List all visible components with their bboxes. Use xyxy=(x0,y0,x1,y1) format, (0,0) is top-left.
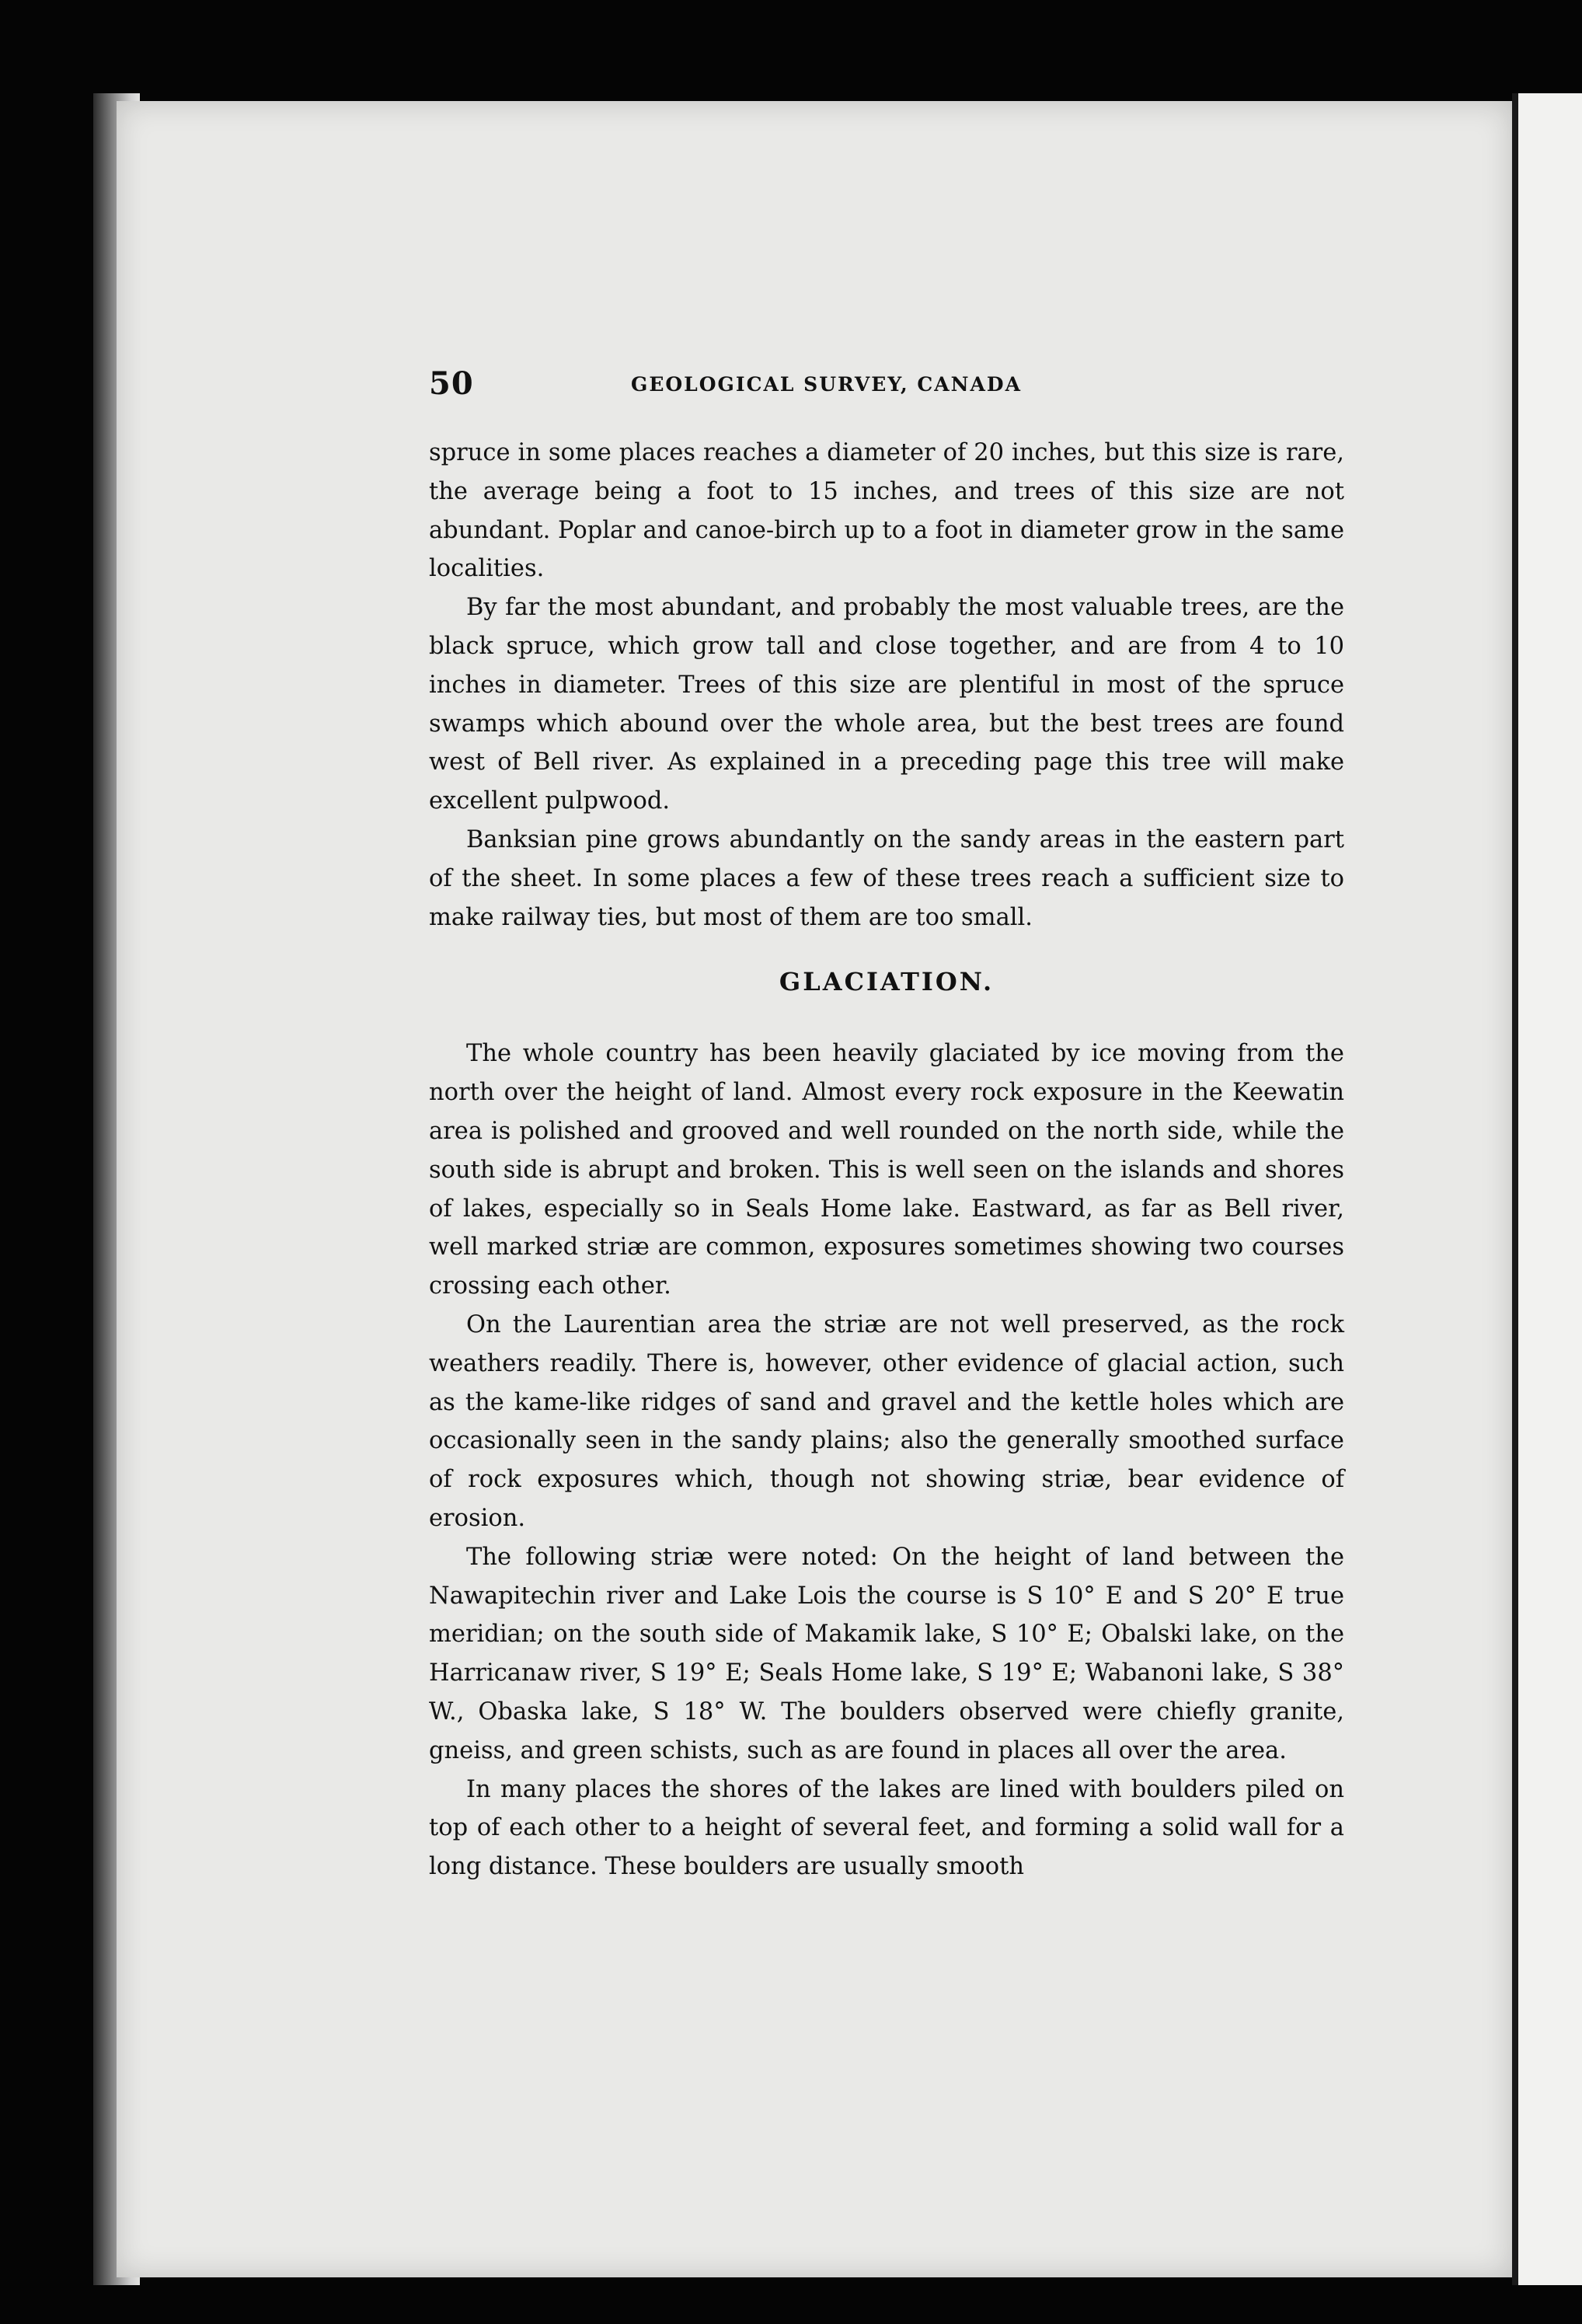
page-text-block xyxy=(429,365,1344,1886)
running-head: GEOLOGICAL SURVEY, CANADA xyxy=(631,373,1023,396)
page-number: 50 xyxy=(429,365,474,402)
page-right-edge xyxy=(1512,93,1518,2285)
facing-page-strip xyxy=(1518,93,1582,2285)
paragraph: On the Laurentian area the striæ are not well preserved, as the rock weathers readily. There is, however, other evidence of glacial action, such as the kame-like ridges of sand and gravel and the kettle holes which are occasionally seen in the sandy plains; also the generally smoothed surface of rock exposures which, though not showing striæ, bear evidence of erosion. xyxy=(429,1310,1344,1532)
section-heading: GLACIATION. xyxy=(779,967,995,997)
page-header xyxy=(429,365,1344,412)
paragraph: The whole country has been heavily glaciated by ice moving from the north over the height of land. Almost every rock exposure in the Keewatin area is polished and grooved and well rounded on the north side, while the south side is abrupt and broken. This is well seen on the islands and shores of lakes, especially so in Seals Home lake. Eastward, as far as Bell river, well marked striæ are common, exposures sometimes showing two courses crossing each other. xyxy=(429,1040,1344,1300)
paragraph: The following striæ were noted: On the height of land between the Nawapitechin river and Lake Lois the course is S 10° E and S 20° E true meridian; on the south side of Makamik lake, S 10° E; Obalski lake, on the Harricanaw river, S 19° E; Seals Home lake, S 19° E; Wabanoni lake, S 38° W., Obaska lake, S 18° W. The boulders observed were chiefly granite, gneiss, and green schists, such as are found in places all over the area. xyxy=(429,1543,1344,1764)
paragraph: By far the most abundant, and probably the most valuable trees, are the black spruce, which grow tall and close together, and are from 4 to 10 inches in diameter. Trees of this size are plentiful in most of the spruce swamps which abound over the whole area, but the best trees are found west of Bell river. As explained in a preceding page this tree will make excellent pulpwood. xyxy=(429,594,1344,815)
paragraph: In many places the shores of the lakes are lined with boulders piled on top of each other to a height of several feet, and forming a solid wall for a long distance. These boulders are usually smooth xyxy=(429,1775,1344,1881)
paragraph: Banksian pine grows abundantly on the sandy areas in the eastern part of the sheet. In some places a few of these trees reach a sufficient size to make railway ties, but most of them are too small. xyxy=(429,825,1344,931)
paragraph: spruce in some places reaches a diameter of 20 inches, but this size is rare, the average being a foot to 15 inches, and trees of this size are not abundant. Poplar and canoe-birch up to a foot in diameter grow in the same localities. xyxy=(429,439,1344,583)
